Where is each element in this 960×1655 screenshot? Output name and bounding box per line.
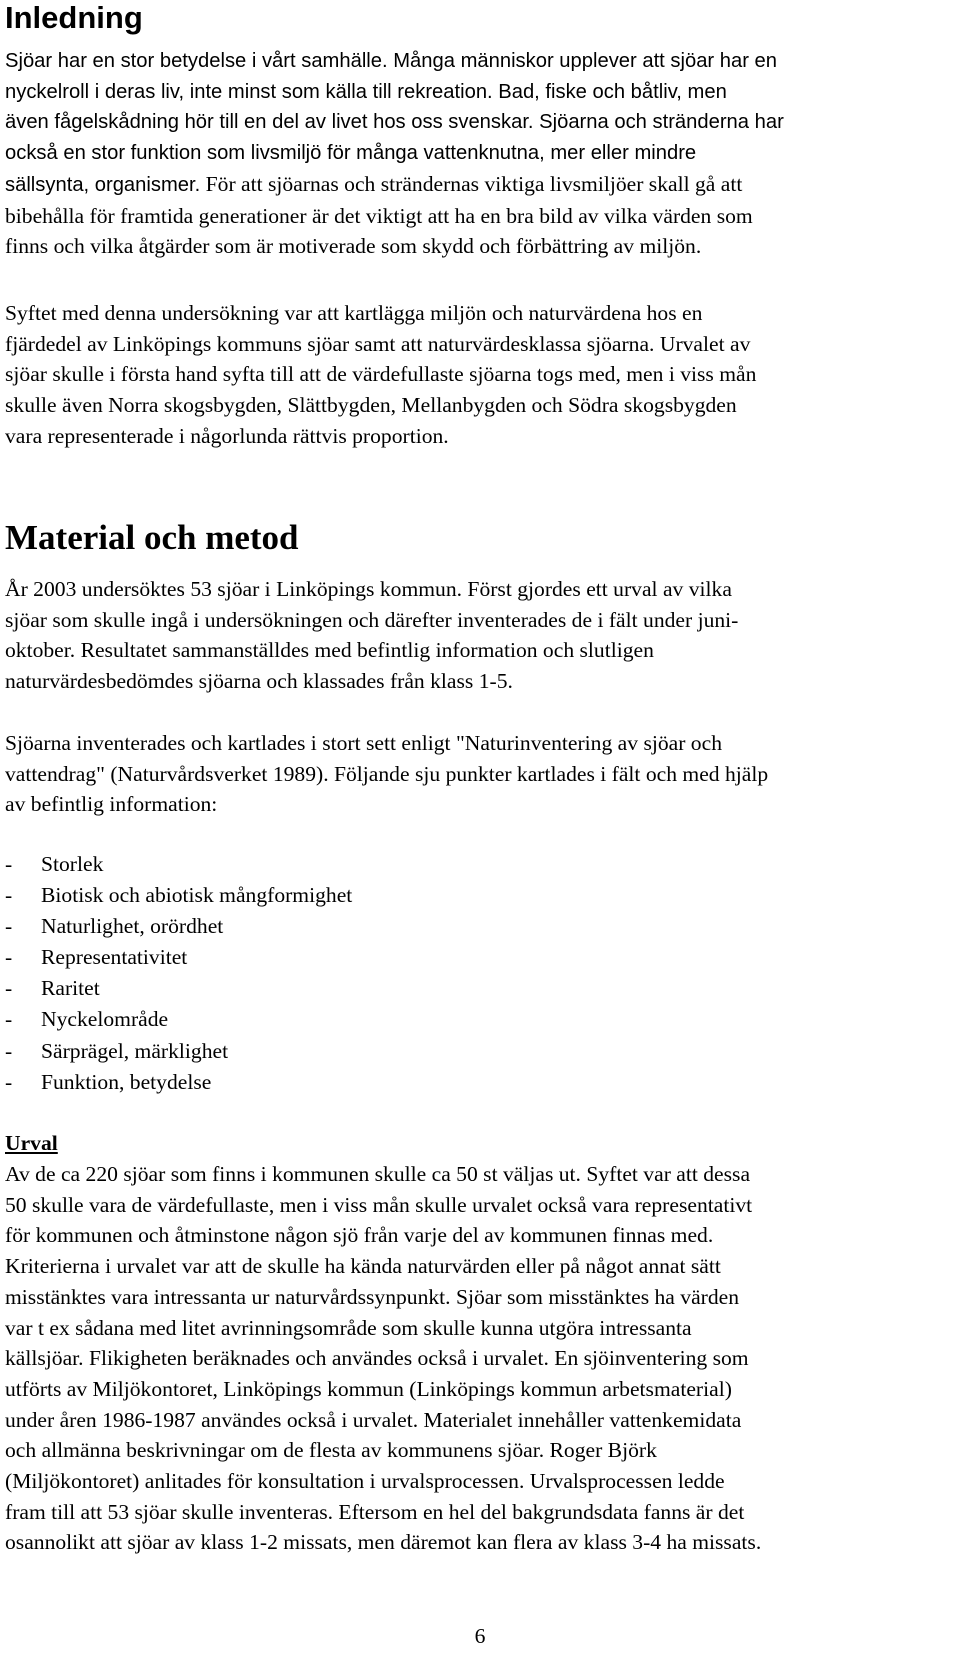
- text-line: bibehålla för framtida generationer är det viktigt att ha en bra bild av vilka värden som: [5, 203, 753, 228]
- text-line: Av de ca 220 sjöar som finns i kommunen skulle ca 50 st väljas ut. Syftet var att dessa: [5, 1162, 751, 1186]
- text-line: fjärdedel av Linköpings kommuns sjöar samt att naturvärdesklassa sjöarna. Urvalet av: [5, 331, 751, 356]
- list-item: [5, 942, 352, 973]
- text-line: [5, 169, 784, 201]
- list-item: [5, 1004, 352, 1035]
- text-line: Sjöarna inventerades och kartlades i stort sett enligt "Naturinventering av sjöar och: [5, 731, 722, 755]
- text-line: osannolikt att sjöar av klass 1-2 missats, men däremot kan flera av klass 3-4 ha missats.: [5, 1530, 762, 1555]
- list-item: [5, 1067, 352, 1098]
- list-item-text: Representativitet: [41, 945, 188, 970]
- list-dash: -: [5, 1038, 13, 1063]
- list-item: [5, 1036, 352, 1067]
- list-dash: -: [5, 914, 13, 939]
- text-line: var t ex sådana med litet avrinningsområde som skulle kunna utgöra intressanta: [5, 1315, 692, 1340]
- list-item: [5, 911, 352, 942]
- text-line: oktober. Resultatet sammanställdes med befintlig information och slutligen: [5, 638, 654, 663]
- text-line: källsjöar. Flikigheten beräknades och användes också i urvalet. En sjöinventering som: [5, 1346, 749, 1371]
- text-line: vara representerade i någorlunda rättvis proportion.: [5, 423, 449, 448]
- text-line: År 2003 undersöktes 53 sjöar i Linköpings kommun. Först gjordes ett urval av vilka: [5, 577, 732, 601]
- list-item-text: Naturlighet, orördhet: [41, 914, 224, 939]
- paragraph-intro-1: [5, 46, 784, 262]
- criteria-list: [5, 849, 352, 1098]
- list-item-text: Raritet: [41, 976, 100, 1001]
- text-line: 50 skulle vara de värdefullaste, men i viss mån skulle urvalet också vara representativt: [5, 1192, 753, 1217]
- text-line: utförts av Miljökontoret, Linköpings kommun (Linköpings kommun arbetsmaterial): [5, 1376, 732, 1401]
- text-segment: För att sjöarnas och strändernas viktiga livsmiljöer skall gå att: [200, 171, 743, 196]
- list-item: [5, 880, 352, 911]
- paragraph-method-1: [5, 574, 738, 697]
- text-segment: sällsynta, organismer.: [5, 173, 201, 196]
- text-line: sjöar skulle i första hand syfta till att de värdefullaste sjöarna togs med, men i viss mån: [5, 362, 757, 387]
- text-line: (Miljökontoret) anlitades för konsultation i urvalsprocessen. Urvalsprocessen ledde: [5, 1469, 725, 1494]
- list-item-text: Storlek: [41, 852, 104, 876]
- text-line: finns och vilka åtgärder som är motiverade som skydd och förbättring av miljön.: [5, 234, 702, 259]
- subheading-urval: Urval: [5, 1131, 58, 1155]
- text-line: och allmänna beskrivningar om de flesta av kommunens sjöar. Roger Björk: [5, 1438, 657, 1463]
- text-line: skulle även Norra skogsbygden, Slättbygden, Mellanbygden och Södra skogsbygden: [5, 393, 737, 418]
- list-dash: -: [5, 976, 13, 1001]
- heading-inledning: Inledning: [5, 0, 143, 35]
- list-item: [5, 973, 352, 1004]
- page-number: 6: [474, 1624, 486, 1648]
- text-line: fram till att 53 sjöar skulle inventeras. Eftersom en hel del bakgrundsdata fanns är det: [5, 1499, 745, 1524]
- text-line: av befintlig information:: [5, 792, 218, 817]
- list-dash: -: [5, 883, 13, 908]
- list-item-text: Särprägel, märklighet: [41, 1038, 229, 1063]
- list-item: [5, 849, 352, 880]
- list-dash: -: [5, 852, 13, 876]
- text-line: misstänktes vara intressanta ur naturvårdssynpunkt. Sjöar som misstänktes ha värden: [5, 1284, 740, 1309]
- list-dash: -: [5, 1007, 13, 1032]
- heading-material-och-metod: Material och metod: [5, 518, 299, 557]
- list-item-text: Biotisk och abiotisk mångformighet: [41, 883, 353, 908]
- text-line: vattendrag" (Naturvårdsverket 1989). Följande sju punkter kartlades i fält och med hjälp: [5, 761, 769, 786]
- text-line: även fågelskådning hör till en del av livet hos oss svenskar. Sjöarna och stränderna har: [5, 111, 784, 134]
- text-line: också en stor funktion som livsmiljö för många vattenknutna, mer eller mindre: [5, 142, 697, 165]
- text-line: nyckelroll i deras liv, inte minst som källa till rekreation. Bad, fiske och båtliv, men: [5, 80, 727, 103]
- text-line: naturvärdesbedömdes sjöarna och klassades från klass 1-5.: [5, 669, 513, 694]
- text-line: Syftet med denna undersökning var att kartlägga miljön och naturvärdena hos en: [5, 301, 703, 325]
- paragraph-method-2: [5, 728, 768, 820]
- paragraph-urval: [5, 1159, 761, 1558]
- text-line: under åren 1986-1987 användes också i urvalet. Materialet innehåller vattenkemidata: [5, 1407, 742, 1432]
- paragraph-intro-2: [5, 298, 756, 452]
- text-line: för kommunen och åtminstone någon sjö från varje del av kommunen finnas med.: [5, 1223, 714, 1248]
- text-line: Kriterierna i urvalet var att de skulle ha kända naturvärden eller på något annat sätt: [5, 1254, 721, 1279]
- list-item-text: Nyckelområde: [41, 1007, 169, 1032]
- list-dash: -: [5, 1069, 13, 1094]
- text-line: Sjöar har en stor betydelse i vårt samhälle. Många människor upplever att sjöar har en: [5, 50, 778, 72]
- list-item-text: Funktion, betydelse: [41, 1069, 212, 1094]
- list-dash: -: [5, 945, 13, 970]
- text-line: sjöar som skulle ingå i undersökningen och därefter inventerades de i fält under juni-: [5, 607, 739, 632]
